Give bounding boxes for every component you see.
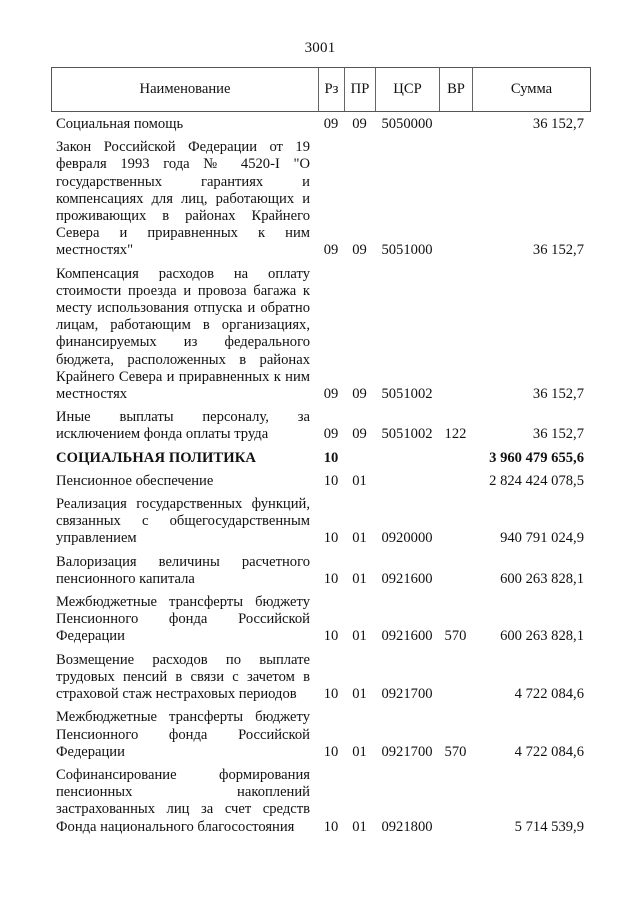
row-csr: 0921600 [381, 570, 433, 587]
table-row [51, 767, 591, 836]
table-header [51, 67, 591, 112]
table-row [51, 139, 591, 259]
row-name: Социальная помощь [56, 116, 184, 132]
table-row [51, 496, 591, 548]
row-name: Иные выплаты персоналу, за исключением фонда оплаты труда [56, 409, 310, 443]
row-sum: 4 722 084,6 [514, 686, 584, 703]
row-sum: 2 824 424 078,5 [489, 472, 584, 489]
row-csr: 0921800 [381, 818, 433, 835]
row-pr: 01 [352, 472, 367, 489]
row-name: Межбюджетные трансферты бюджету Пенсионного фонда Российской Федерации [56, 709, 310, 760]
row-rz: 09 [323, 386, 339, 403]
header-vr: ВР [440, 68, 473, 111]
row-csr: 5051002 [381, 426, 433, 443]
row-csr: 0921700 [381, 686, 433, 703]
row-pr: 01 [352, 743, 367, 760]
row-rz: 10 [323, 743, 339, 760]
row-name: Пенсионное обеспечение [56, 472, 214, 489]
header-rz: Рз [319, 68, 345, 111]
row-csr: 0921700 [381, 743, 433, 760]
table-row [51, 554, 591, 588]
row-rz: 10 [323, 449, 339, 466]
table-row [51, 473, 591, 490]
row-sum: 4 722 084,6 [514, 743, 584, 760]
row-pr: 01 [352, 570, 367, 587]
row-rz: 10 [323, 570, 339, 587]
row-vr: 570 [444, 628, 467, 645]
row-csr: 0921600 [381, 628, 433, 645]
row-sum: 600 263 828,1 [500, 570, 584, 587]
row-rz: 09 [323, 116, 339, 132]
row-rz: 10 [323, 472, 339, 489]
row-rz: 10 [323, 530, 339, 547]
header-pr: ПР [345, 68, 376, 111]
row-pr: 01 [352, 628, 367, 645]
row-name: Реализация государственных функций, связанных с общегосударственным управлением [56, 496, 310, 547]
table-row [51, 116, 591, 133]
row-sum: 940 791 024,9 [500, 530, 584, 547]
row-vr: 122 [444, 426, 467, 443]
row-name: Софинансирование формирования пенсионных накоплений застрахованных лиц за счет средств Фонда национального благосостояния [56, 766, 310, 835]
row-csr: 0920000 [381, 530, 433, 547]
table-row [51, 594, 591, 646]
table-row [51, 409, 591, 443]
table-row [51, 266, 591, 404]
table-row [51, 652, 591, 704]
header-csr: ЦСР [376, 68, 440, 111]
row-sum: 600 263 828,1 [500, 628, 584, 645]
row-pr: 01 [352, 818, 367, 835]
row-pr: 09 [352, 426, 367, 443]
row-rz: 10 [323, 686, 339, 703]
row-csr: 5050000 [381, 116, 433, 132]
header-sum: Сумма [510, 81, 553, 97]
header-name: Наименование [52, 68, 319, 111]
row-pr: 09 [352, 242, 367, 259]
row-name: СОЦИАЛЬНАЯ ПОЛИТИКА [56, 449, 257, 466]
row-name: Возмещение расходов по выплате трудовых пенсий в связи с зачетом в страховой стаж нестраховых периодов [56, 651, 310, 703]
row-csr: 5051002 [381, 386, 433, 403]
row-pr: 09 [352, 116, 367, 132]
row-name: Межбюджетные трансферты бюджету Пенсионного фонда Российской Федерации [56, 594, 310, 645]
table-body [51, 116, 591, 842]
row-pr: 09 [352, 386, 367, 403]
row-sum: 3 960 479 655,6 [489, 449, 584, 466]
row-sum: 36 152,7 [532, 386, 584, 403]
row-sum: 36 152,7 [532, 116, 584, 132]
row-name: Закон Российской Федерации от 19 февраля 1993 года № 4520-I "О государственных гарантиях и компенсациях для лиц, работающих и проживающих в районах Крайнего Севера и приравненных к ним местностях" [56, 139, 310, 259]
page-number: 3001 [304, 40, 336, 56]
row-vr: 570 [444, 743, 467, 760]
row-rz: 10 [323, 818, 339, 835]
row-sum: 36 152,7 [532, 426, 584, 443]
row-rz: 10 [323, 628, 339, 645]
row-pr: 01 [352, 686, 367, 703]
row-name: Валоризация величины расчетного пенсионного капитала [56, 553, 310, 587]
row-rz: 09 [323, 426, 339, 443]
row-rz: 09 [323, 242, 339, 259]
row-sum: 36 152,7 [532, 242, 584, 259]
row-name: Компенсация расходов на оплату стоимости проезда и провоза багажа к месту использования отпуска и обратно лицам, работающим в организациях, финансируемых из федерального бюджета, расположенных в районах Крайнего Севера и приравненных к ним местностях [56, 265, 310, 403]
table-row [51, 709, 591, 761]
row-csr: 5051000 [381, 242, 433, 259]
table-row [51, 450, 591, 467]
row-sum: 5 714 539,9 [514, 818, 584, 835]
row-pr: 01 [352, 530, 367, 547]
